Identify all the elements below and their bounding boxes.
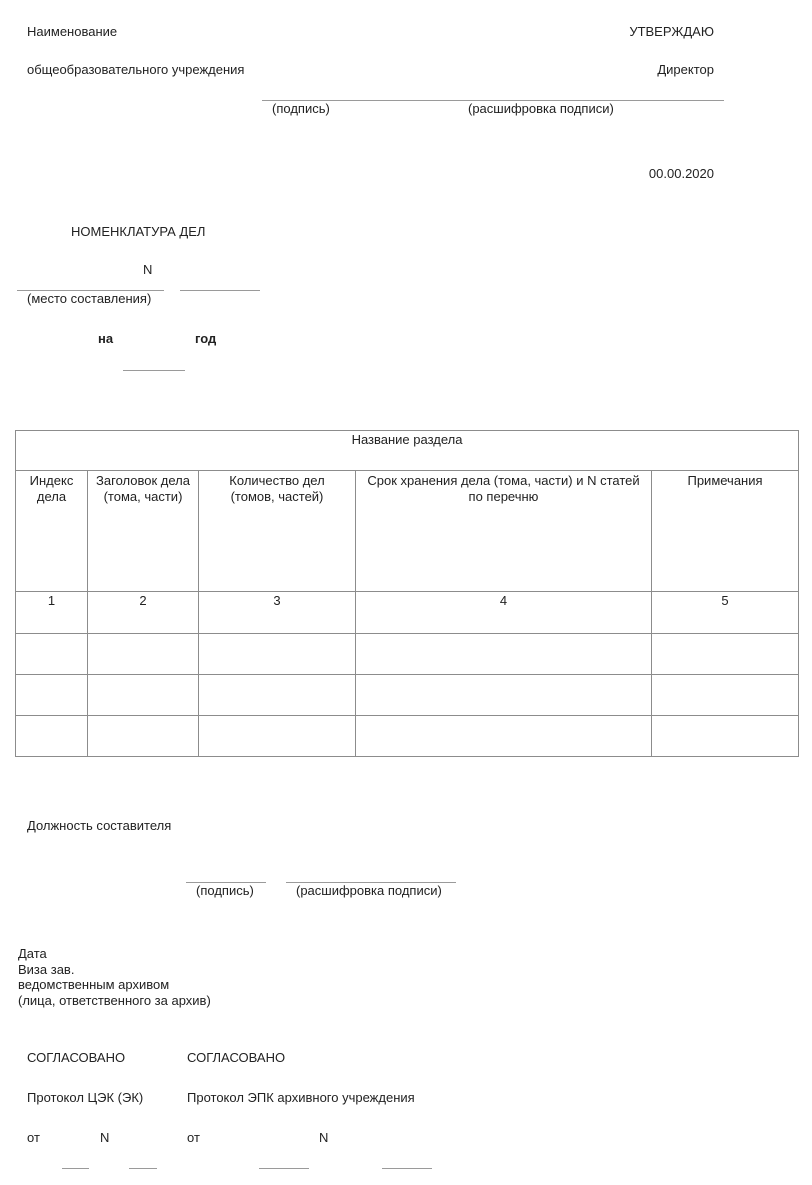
section-title: Название раздела (351, 432, 463, 447)
compiler-position-label: Должность составителя (27, 818, 172, 833)
from-left-label: от (27, 1130, 40, 1145)
column-header (199, 471, 356, 592)
director-signature-caption: (подпись) (272, 101, 330, 116)
compiler-decode-caption: (расшифровка подписи) (296, 883, 442, 898)
column-header-label: Примечания (687, 473, 763, 488)
number-right-label: N (319, 1130, 329, 1145)
number-right-line (382, 1168, 432, 1169)
visa-date-label: Дата (18, 946, 47, 961)
table-cell[interactable] (16, 634, 88, 675)
table-cell[interactable] (199, 675, 356, 716)
column-header (356, 471, 652, 592)
agreed-left-label: СОГЛАСОВАНО (27, 1050, 126, 1065)
table-row (16, 634, 799, 675)
document-title: НОМЕНКЛАТУРА ДЕЛ (71, 224, 206, 239)
date-right-line (259, 1168, 309, 1169)
table-cell[interactable] (356, 716, 652, 757)
protocol-right-label: Протокол ЭПК архивного учреждения (187, 1090, 415, 1105)
date-left-line (62, 1168, 89, 1169)
nomenclature-table (15, 430, 799, 757)
column-header-label: Заголовок дела (тома, части) (96, 473, 190, 504)
table-cell[interactable] (88, 634, 199, 675)
table-header-row (16, 471, 799, 592)
table-section-row (16, 431, 799, 471)
approval-date: 00.00.2020 (648, 166, 714, 181)
table-cell[interactable] (356, 634, 652, 675)
table-row (16, 675, 799, 716)
column-header (652, 471, 799, 592)
column-number: 4 (356, 592, 652, 634)
for-label: на (98, 331, 114, 346)
year-line (123, 370, 185, 371)
table-cell[interactable] (652, 675, 799, 716)
archive-visa-block (18, 946, 211, 1008)
table-cell[interactable] (356, 675, 652, 716)
column-number: 2 (88, 592, 199, 634)
year-label: год (195, 331, 217, 346)
table-cell[interactable] (652, 634, 799, 675)
visa-archive-label: ведомственным архивом (18, 977, 170, 992)
agreed-right-label: СОГЛАСОВАНО (187, 1050, 286, 1065)
director-label: Директор (657, 62, 714, 77)
director-signature-decode-caption: (расшифровка подписи) (468, 101, 614, 116)
compiler-signature-caption: (подпись) (196, 883, 254, 898)
column-header-label: Индекс дела (29, 473, 74, 504)
org-name-line2: общеобразовательного учреждения (27, 62, 245, 77)
column-number: 1 (16, 592, 88, 634)
table-cell[interactable] (199, 716, 356, 757)
column-header-label: Количество дел (томов, частей) (229, 473, 325, 504)
approve-label: УТВЕРЖДАЮ (629, 24, 714, 39)
protocol-left-label: Протокол ЦЭК (ЭК) (27, 1090, 144, 1105)
column-header (16, 471, 88, 592)
number-line (180, 290, 260, 291)
number-left-line (129, 1168, 157, 1169)
visa-responsible-label: (лица, ответственного за архив) (18, 992, 211, 1008)
table-cell[interactable] (199, 634, 356, 675)
table-cell[interactable] (16, 675, 88, 716)
column-header-label: Срок хранения дела (тома, части) и N статей по перечню (367, 473, 640, 504)
number-left-label: N (100, 1130, 110, 1145)
visa-head-label: Виза зав. (18, 961, 75, 977)
org-name-line1: Наименование (27, 24, 118, 39)
table-number-row (16, 592, 799, 634)
from-right-label: от (187, 1130, 200, 1145)
table-cell[interactable] (16, 716, 88, 757)
number-sign: N (143, 262, 153, 277)
section-title-cell (16, 431, 799, 471)
table-cell[interactable] (88, 716, 199, 757)
place-caption: (место составления) (27, 291, 152, 306)
column-number: 5 (652, 592, 799, 634)
table-cell[interactable] (88, 675, 199, 716)
column-header (88, 471, 199, 592)
column-number: 3 (199, 592, 356, 634)
table-row (16, 716, 799, 757)
table-cell[interactable] (652, 716, 799, 757)
